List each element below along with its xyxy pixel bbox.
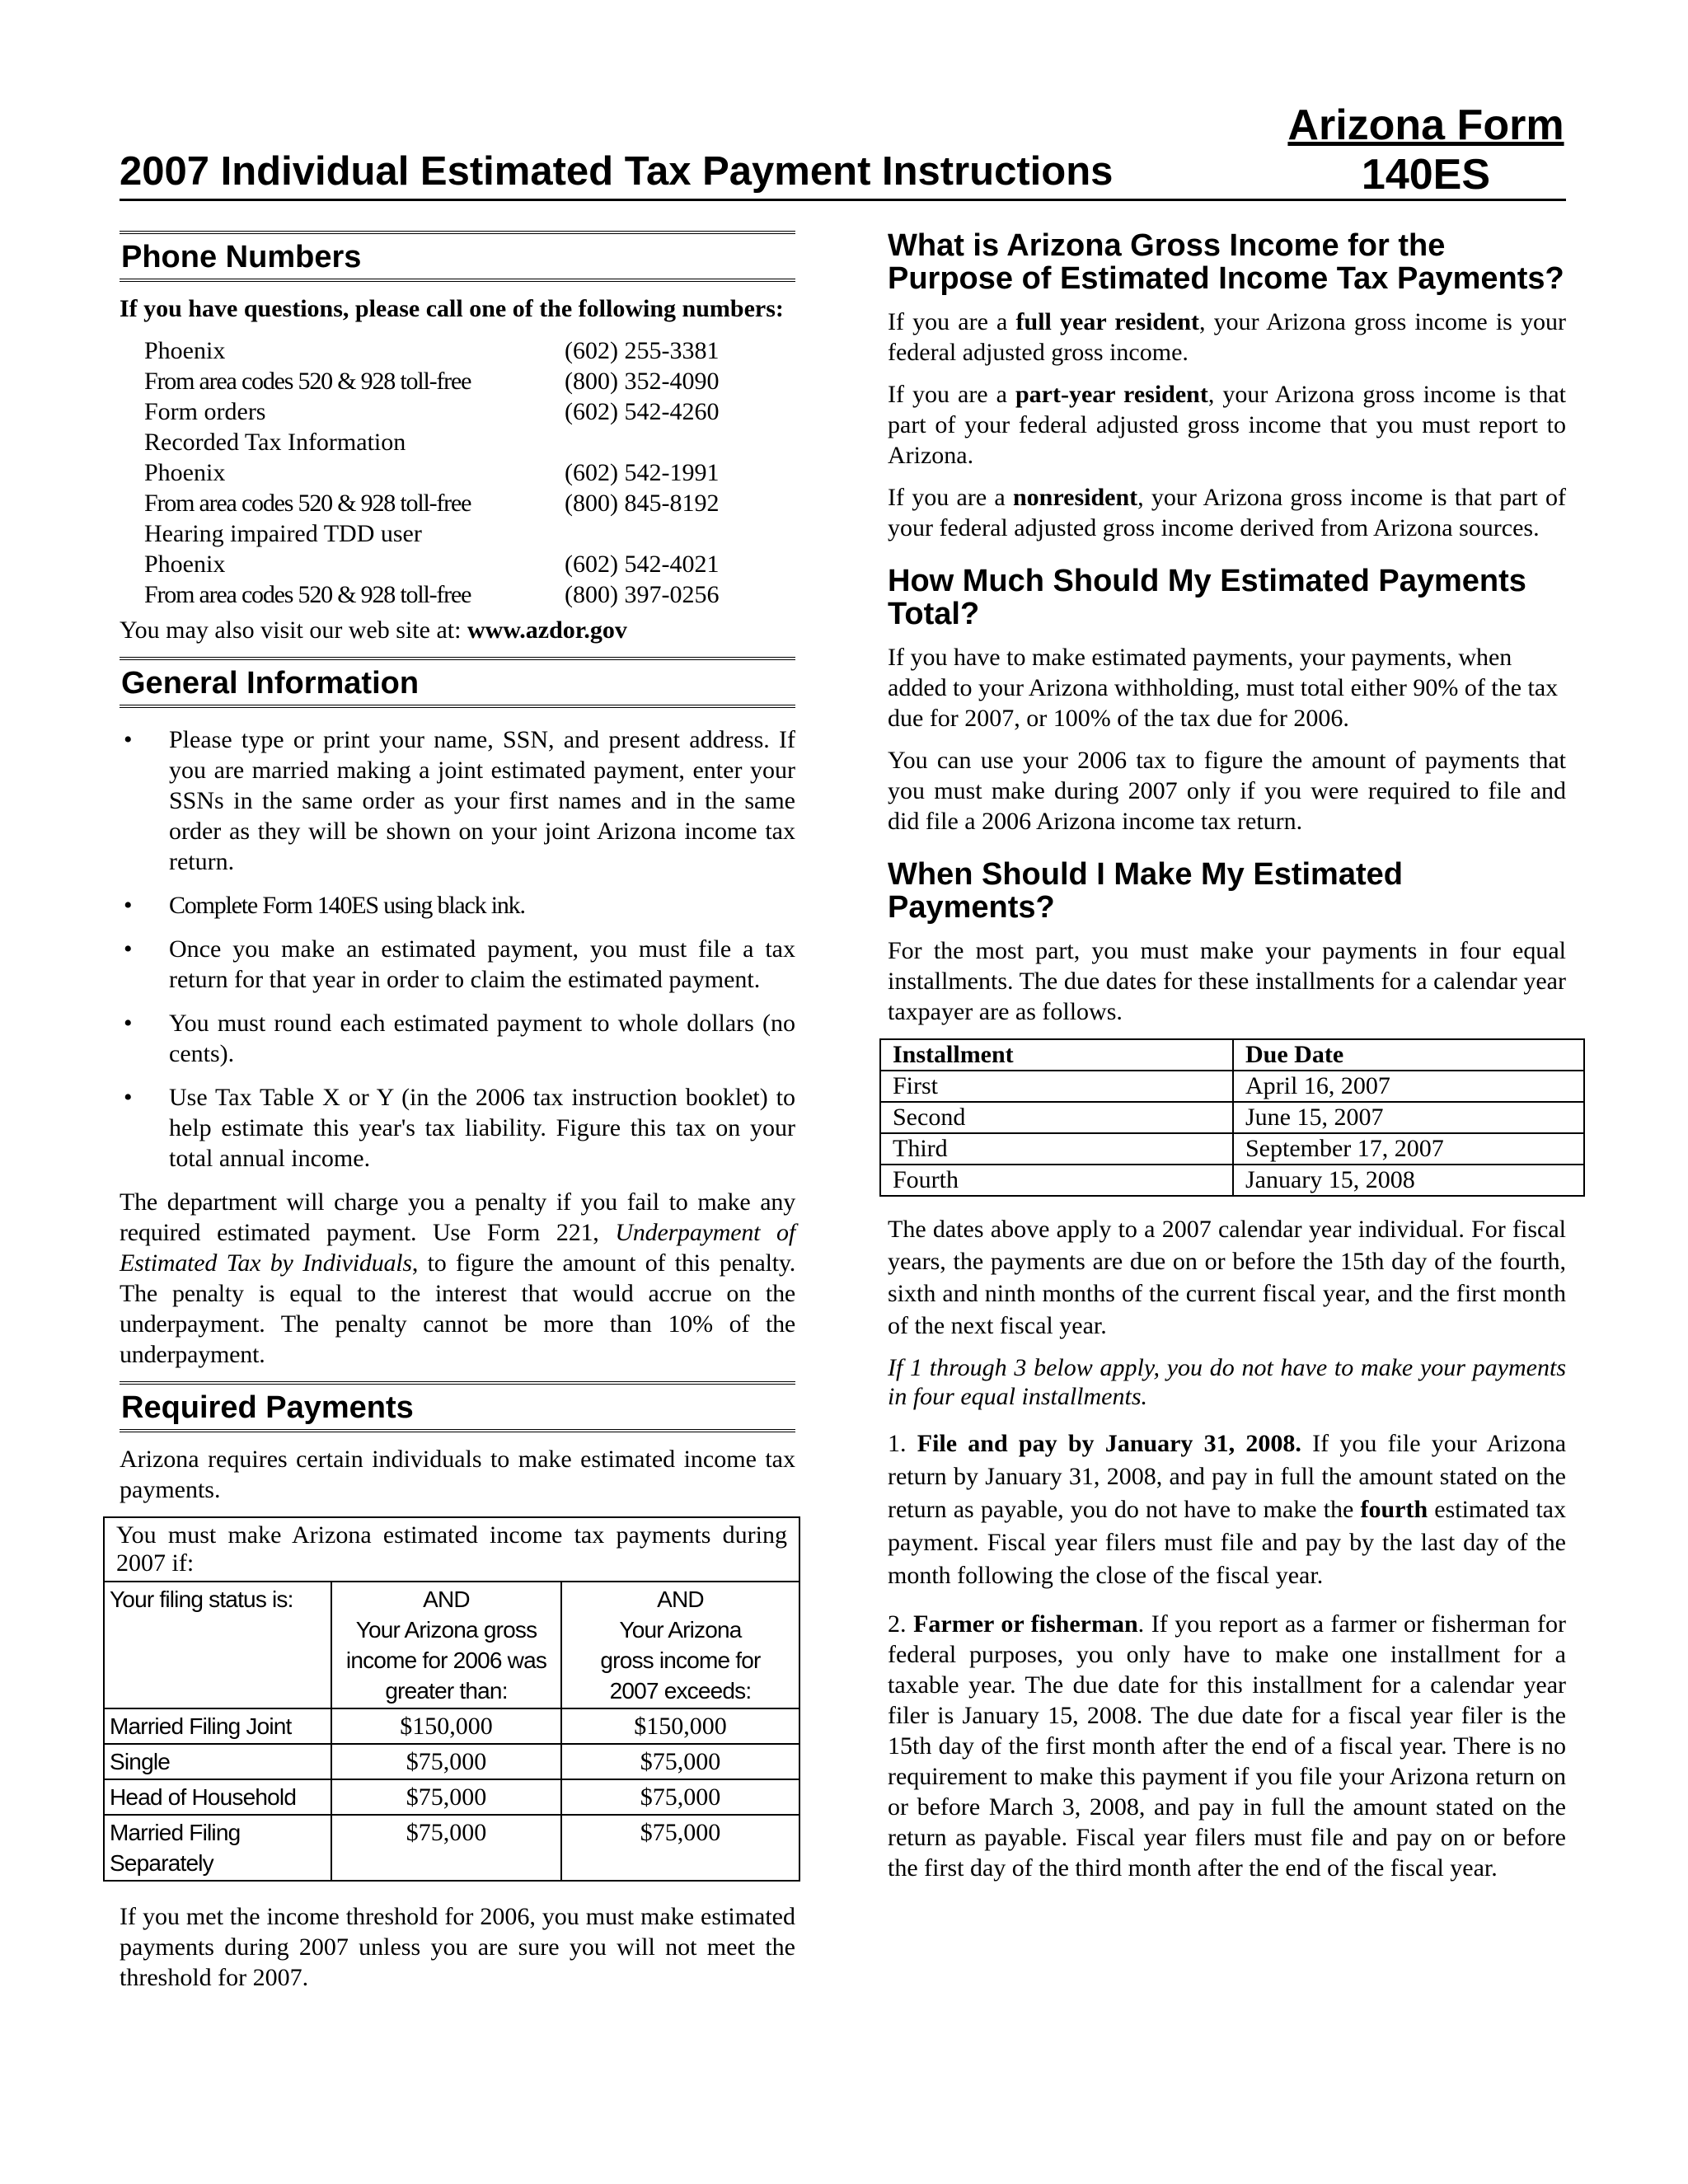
filing-status-cell: Single: [104, 1744, 331, 1779]
right-column: [888, 229, 1566, 1895]
gi-p1-bold: full year resident: [1015, 308, 1200, 335]
income-2007-cell: $75,000: [561, 1779, 799, 1815]
left-column: [110, 231, 795, 2004]
phone-label: Phoenix: [144, 337, 226, 364]
gross-income-full-year: [888, 307, 1566, 368]
form-name: Arizona Form: [1287, 101, 1564, 149]
phone-number[interactable]: (800) 397-0256: [565, 581, 720, 608]
item1-text-a: If you file your Arizona return by January 31, 2008, and pay in full the amount stated on the return as payable, you do not have to make the: [888, 1430, 1567, 1523]
phone-number[interactable]: (800) 845-8192: [565, 490, 720, 517]
phone-label: Phoenix: [144, 551, 226, 578]
col-2007-and: AND: [657, 1586, 704, 1612]
phone-list: [120, 335, 795, 610]
required-footer: If you met the income threshold for 2006, you must make estimated payments during 2007 unless you are sure you will not meet the threshold for 2007.: [120, 1903, 795, 1991]
due-date-col-header: Due Date: [1233, 1039, 1584, 1071]
bullet-text: Once you make an estimated payment, you must file a tax return for that year in order to claim the estimated payment.: [169, 935, 795, 993]
table-row: [104, 1744, 799, 1779]
general-bullet-item: [120, 1082, 795, 1174]
due-date-cell: April 16, 2007: [1233, 1071, 1584, 1102]
bullet-icon: •: [124, 1010, 133, 1037]
phone-label: From area codes 520 & 928 toll-free: [144, 581, 471, 608]
bullet-text: Use Tax Table X or Y (in the 2006 tax instruction booklet) to help estimate this year's tax liability. Figure this tax on your total annual income.: [169, 1084, 795, 1172]
gross-income-part-year: [888, 379, 1566, 471]
phone-row: [120, 396, 795, 427]
phone-row: [120, 549, 795, 579]
income-2006-cell: $150,000: [331, 1708, 561, 1744]
due-date-cell: January 15, 2008: [1233, 1165, 1584, 1196]
income-2007-cell: $150,000: [561, 1708, 799, 1744]
phone-label: From area codes 520 & 928 toll-free: [144, 368, 471, 395]
general-bullet-item: [120, 934, 795, 995]
income-2007-cell: $75,000: [561, 1815, 799, 1881]
web-site-link[interactable]: www.azdor.gov: [467, 616, 627, 644]
col-2006-header: [331, 1582, 561, 1708]
phone-number[interactable]: (602) 255-3381: [565, 337, 720, 364]
web-site-line: [120, 615, 795, 645]
phone-numbers-header: [120, 231, 795, 282]
general-bullet-item: [120, 1008, 795, 1069]
installment-name-cell: Third: [880, 1133, 1233, 1165]
general-bullet-item: [120, 724, 795, 877]
phone-label: Phoenix: [144, 459, 226, 486]
phone-row: [120, 427, 795, 457]
table-row: [880, 1071, 1584, 1102]
general-bullets: [120, 724, 795, 1174]
general-information-heading: General Information: [121, 666, 420, 701]
gi-p2-post: , your Arizona gross income is that part of your federal adjusted gross income that you must report to Arizona.: [888, 381, 1566, 469]
phone-row: [120, 579, 795, 610]
when-p2: The dates above apply to a 2007 calendar year individual. For fiscal years, the payments are due on or before the 15th day of the fourth, sixth and ninth months of the current fiscal year, and the first month of the next fiscal year.: [888, 1216, 1566, 1339]
item2-num: 2.: [888, 1610, 914, 1638]
required-payments-header: [120, 1381, 795, 1432]
required-table-intro: You must make Arizona estimated income tax payments during 2007 if:: [104, 1517, 799, 1582]
required-intro: Arizona requires certain individuals to make estimated income tax payments.: [120, 1446, 795, 1503]
how-much-p1: If you have to make estimated payments, your payments, when added to your Arizona withholding, must total either 90% of the tax due for 2007, or 100% of the tax due for 2006.: [888, 644, 1559, 732]
penalty-form-title: Underpayment of Estimated Tax by Individuals: [120, 1219, 795, 1277]
phone-number[interactable]: (602) 542-1991: [565, 459, 720, 486]
phone-row: [120, 457, 795, 488]
due-date-cell: June 15, 2007: [1233, 1102, 1584, 1133]
how-much-heading: How Much Should My Estimated Payments Total?: [888, 564, 1526, 631]
income-2007-cell: $75,000: [561, 1744, 799, 1779]
table-row: [880, 1165, 1584, 1196]
table-row: [880, 1102, 1584, 1133]
when-p3: [888, 1353, 1566, 1411]
table-row: [104, 1779, 799, 1815]
income-2006-cell: $75,000: [331, 1744, 561, 1779]
bullet-text: You must round each estimated payment to whole dollars (no cents).: [169, 1010, 795, 1067]
table-row: [880, 1133, 1584, 1165]
phone-numbers-heading: Phone Numbers: [121, 240, 362, 274]
penalty-text-2: , to figure the amount of this penalty. The penalty is equal to the interest that would accrue on the underpayment. The penalty cannot be more than 10% of the underpayment.: [120, 1249, 795, 1368]
phone-label: Hearing impaired TDD user: [144, 520, 422, 547]
table-row: [104, 1708, 799, 1744]
col-2007-label: Your Arizona gross income for 2007 exceeds:: [600, 1617, 761, 1704]
installment-name-cell: Fourth: [880, 1165, 1233, 1196]
phone-row: [120, 518, 795, 549]
bullet-text: Complete Form 140ES using black ink.: [169, 892, 525, 919]
bullet-icon: •: [124, 726, 133, 753]
form-id-block: [1286, 101, 1566, 199]
header-rule: [120, 199, 1566, 201]
exception-item-1: [888, 1427, 1566, 1592]
phone-label: Recorded Tax Information: [144, 429, 406, 456]
general-bullet-item: [120, 890, 795, 921]
when-p3-italic: If 1 through 3 below apply, you do not have to make your payments in four equal installments.: [888, 1354, 1566, 1410]
when-p1: For the most part, you must make your payments in four equal installments. The due dates for these installments for a calendar year taxpayer are as follows.: [888, 937, 1566, 1025]
penalty-paragraph: [120, 1187, 795, 1370]
installment-table: [879, 1038, 1585, 1197]
phone-number[interactable]: (602) 542-4260: [565, 398, 720, 425]
phone-number[interactable]: (602) 542-4021: [565, 551, 720, 578]
gi-p3-post: , your Arizona gross income is that part of your federal adjusted gross income derived from Arizona sources.: [888, 484, 1566, 541]
income-2006-cell: $75,000: [331, 1815, 561, 1881]
table-row: [104, 1815, 799, 1881]
bullet-icon: •: [124, 892, 133, 919]
income-2006-cell: $75,000: [331, 1779, 561, 1815]
item1-bold: File and pay by January 31, 2008.: [917, 1430, 1301, 1457]
filing-status-cell: Married Filing Joint: [104, 1708, 331, 1744]
gi-p2-bold: part-year resident: [1015, 381, 1208, 408]
phone-row: [120, 366, 795, 396]
how-much-p2: You can use your 2006 tax to figure the amount of payments that you must make during 2007 only if you were required to file and did file a 2006 Arizona income tax return.: [888, 747, 1566, 835]
web-site-prefix: You may also visit our web site at:: [120, 616, 467, 644]
bullet-icon: •: [124, 935, 133, 963]
item2-bold: Farmer or fisherman: [913, 1610, 1138, 1638]
col-2006-and: AND: [423, 1586, 470, 1612]
required-payments-heading: Required Payments: [121, 1390, 414, 1425]
item1-num: 1.: [888, 1430, 917, 1457]
phone-label: From area codes 520 & 928 toll-free: [144, 490, 471, 517]
gi-p1-post: , your Arizona gross income is your federal adjusted gross income.: [888, 308, 1566, 366]
col-filing-status-header: Your filing status is:: [104, 1582, 331, 1708]
gi-p2-pre: If you are a: [888, 381, 1015, 408]
installment-col-header: Installment: [880, 1039, 1233, 1071]
exception-item-2: [888, 1609, 1566, 1883]
phone-number: [565, 427, 795, 457]
penalty-text-1: The department will charge you a penalty if you fail to make any required estimated payment. Use Form 221,: [120, 1188, 795, 1246]
item1-bold2: fourth: [1360, 1496, 1428, 1523]
bullet-text: Please type or print your name, SSN, and present address. If you are married making a joint estimated payment, enter your SSNs in the same order as your first names and in the same order as they will be shown on your joint Arizona income tax return.: [169, 726, 795, 875]
phone-label: Form orders: [144, 398, 266, 425]
col-2006-label: Your Arizona gross income for 2006 was greater than:: [345, 1617, 547, 1704]
col-2007-header: [561, 1582, 799, 1708]
gi-p3-pre: If you are a: [888, 484, 1013, 511]
required-payments-table: [103, 1516, 800, 1882]
installment-name-cell: Second: [880, 1102, 1233, 1133]
phone-intro: If you have questions, please call one of the following numbers:: [120, 295, 784, 322]
filing-status-cell: Head of Household: [104, 1779, 331, 1815]
filing-status-cell: Married Filing Separately: [104, 1815, 331, 1881]
installment-name-cell: First: [880, 1071, 1233, 1102]
phone-number[interactable]: (800) 352-4090: [565, 368, 720, 395]
form-number: 140ES: [1361, 151, 1491, 199]
phone-number: [565, 518, 795, 549]
bullet-icon: •: [124, 1084, 133, 1111]
gi-p3-bold: nonresident: [1012, 484, 1138, 511]
phone-row: [120, 335, 795, 366]
page-title: 2007 Individual Estimated Tax Payment Instructions: [120, 149, 1114, 194]
when-heading: When Should I Make My Estimated Payments?: [888, 857, 1403, 925]
phone-row: [120, 488, 795, 518]
due-date-cell: September 17, 2007: [1233, 1133, 1584, 1165]
item1-text-b: estimated tax payment. Fiscal year filers must file and pay by the last day of the month following the close of the fiscal year.: [888, 1496, 1566, 1589]
gross-income-heading: What is Arizona Gross Income for the Purpose of Estimated Income Tax Payments?: [888, 228, 1564, 296]
general-information-header: [120, 657, 795, 708]
gross-income-nonresident: [888, 482, 1566, 543]
item2-text: . If you report as a farmer or fisherman for federal purposes, you only have to make one installment for a taxable year. The due date for this installment for a calendar year filer is January 15, 2008. The due date for a fiscal year filer is the 15th day of the first month after the end of a fiscal year. There is no requirement to make this payment if you file your Arizona return on or before March 3, 2008, and pay in full the amount stated on the return as payable. Fiscal year filers must file and pay on or before the first day of the third month after the end of the fiscal year.: [888, 1610, 1567, 1882]
gi-p1-pre: If you are a: [888, 308, 1016, 335]
